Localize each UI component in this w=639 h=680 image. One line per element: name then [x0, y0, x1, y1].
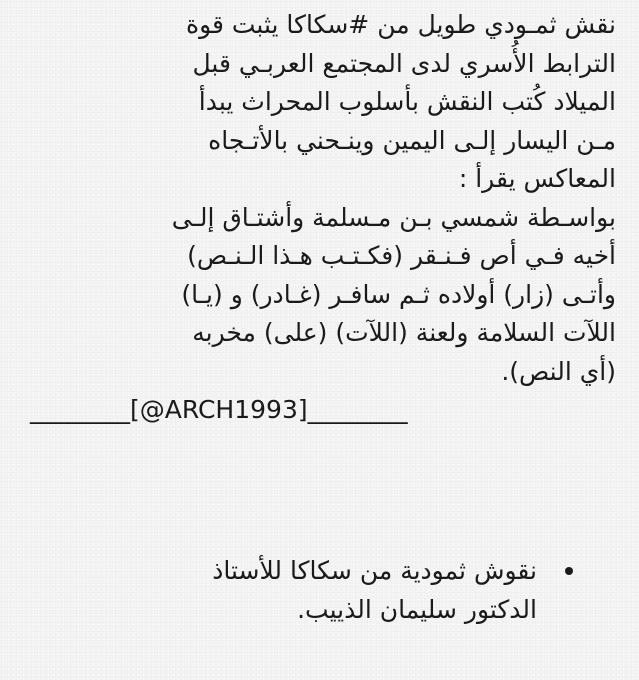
- note-line: بواسـطة شمسي بـن مـسلمة وأشتـاق إلـى: [171, 202, 616, 232]
- note-line: مـن اليسار إلـى اليمين وينـحني بالأتـجاه: [208, 125, 616, 155]
- note-line: المعاكس يقرأ :: [458, 164, 616, 193]
- bullet-icon: [565, 567, 573, 575]
- reference-bullet: [113, 552, 583, 629]
- bullet-list-item: [113, 552, 583, 629]
- author-handle: ________[@ARCH1993]________: [30, 395, 408, 424]
- note-line: (أي النص).: [501, 356, 616, 386]
- reference-line: الدكتور سليمان الذييب.: [297, 594, 537, 624]
- note-line: وأتـى (زار) أولاده ثـم سافـر (غـادر) و (يـا): [181, 279, 616, 309]
- note-line: أخيه فـي أص فـنـقر (فكـتـب هـذا الـنـص): [187, 241, 616, 270]
- note-line: الميلاد كُتب النقش بأسلوب المحراث يبدأ: [198, 87, 616, 116]
- reference-line: نقوش ثمودية من سكاكا للأستاذ: [212, 556, 537, 585]
- note-text: [30, 6, 616, 430]
- note-line: نقش ثمـودي طويل من #سكاكا يثبت قوة: [185, 10, 616, 39]
- note-line: الترابط الأُسري لدى المجتمع العربـي قبل: [192, 48, 616, 78]
- note-line: اللآت السلامة ولعنة (اللآت) (على) مخربه: [192, 318, 616, 347]
